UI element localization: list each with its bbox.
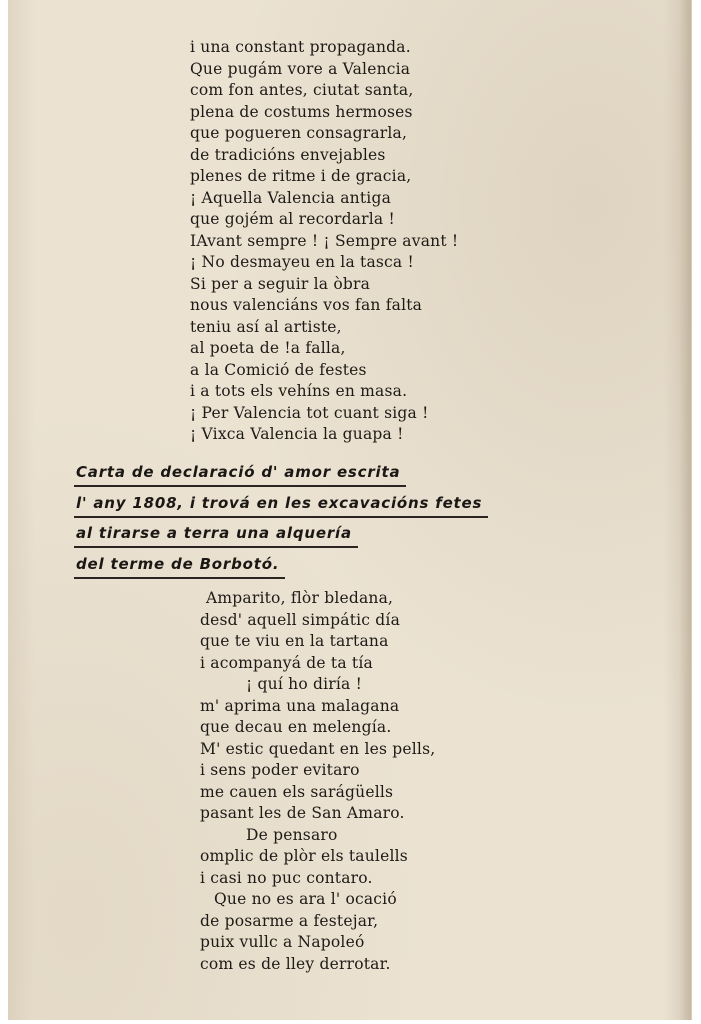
heading-line bbox=[74, 521, 488, 552]
poem-line: Si per a seguir la òbra bbox=[190, 274, 371, 293]
poem-bottom-stanza bbox=[200, 588, 435, 975]
heading-line bbox=[74, 460, 488, 491]
poem-line: que pogueren consagrarla, bbox=[190, 124, 408, 142]
poem-line: ¡ Aquella Valencia antiga bbox=[190, 188, 392, 207]
heading-line-text: Carta de declaració d' amor escrita bbox=[74, 460, 406, 487]
poem-line: ¡ quí ho diría ! bbox=[246, 675, 363, 693]
poem-line: nous valenciáns vos fan falta bbox=[190, 296, 423, 314]
poem-line: com es de lley derrotar. bbox=[200, 954, 391, 973]
poem-line: Que no es ara l' ocació bbox=[214, 890, 397, 908]
poem-line: desd' aquell simpátic día bbox=[200, 610, 401, 629]
poem-line: De pensaro bbox=[246, 825, 338, 844]
poem-line: i casi no puc contaro. bbox=[200, 868, 373, 887]
poem-top-stanza bbox=[190, 37, 458, 446]
poem-line: que decau en melengía. bbox=[200, 718, 392, 736]
poem-line: de tradicións envejables bbox=[190, 145, 386, 164]
poem-line: me cauen els sarágüells bbox=[200, 782, 394, 801]
poem-line: i a tots els vehíns en masa. bbox=[190, 382, 408, 400]
heading-line-text: l' any 1808, i trová en les excavacións fetes bbox=[74, 491, 488, 518]
poem-line: que gojém al recordarla ! bbox=[190, 210, 395, 228]
poem-line: plenes de ritme i de gracia, bbox=[190, 167, 412, 185]
heading-line bbox=[74, 491, 488, 522]
poem-line: puix vullc a Napoleó bbox=[200, 933, 365, 951]
poem-line: plena de costums hermoses bbox=[190, 102, 413, 121]
poem-line: IAvant sempre ! ¡ Sempre avant ! bbox=[190, 231, 459, 250]
poem-line: ¡ Per Valencia tot cuant siga ! bbox=[190, 403, 429, 422]
poem-line: Que pugám vore a Valencia bbox=[190, 59, 411, 78]
poem-line: i acompanyá de ta tía bbox=[200, 653, 373, 672]
heading-line bbox=[74, 552, 488, 583]
page-edge-shadow bbox=[679, 0, 691, 1020]
poem-line: omplic de plòr els taulells bbox=[200, 847, 408, 865]
poem-line: ¡ No desmayeu en la tasca ! bbox=[190, 253, 414, 271]
poem-line: i sens poder evitaro bbox=[200, 761, 360, 779]
page bbox=[8, 0, 691, 1020]
poem-line: i una constant propaganda. bbox=[190, 38, 411, 56]
poem-line: teniu así al artiste, bbox=[190, 317, 342, 336]
poem-line: m' aprima una malagana bbox=[200, 696, 400, 715]
poem-line: de posarme a festejar, bbox=[200, 911, 379, 930]
poem-line: que te viu en la tartana bbox=[200, 632, 389, 650]
poem-line: com fon antes, ciutat santa, bbox=[190, 81, 414, 99]
heading-line-text: al tirarse a terra una alquería bbox=[74, 521, 358, 548]
poem-line: M' estic quedant en les pells, bbox=[200, 739, 436, 758]
poem-line: ¡ Vixca Valencia la guapa ! bbox=[190, 425, 404, 443]
section-heading bbox=[74, 460, 488, 582]
poem-line: al poeta de !a falla, bbox=[190, 339, 346, 357]
heading-line-text: del terme de Borbotó. bbox=[74, 552, 285, 579]
poem-line: a la Comició de festes bbox=[190, 360, 367, 379]
poem-line: pasant les de San Amaro. bbox=[200, 804, 405, 822]
poem-line: Amparito, flòr bledana, bbox=[206, 589, 394, 607]
